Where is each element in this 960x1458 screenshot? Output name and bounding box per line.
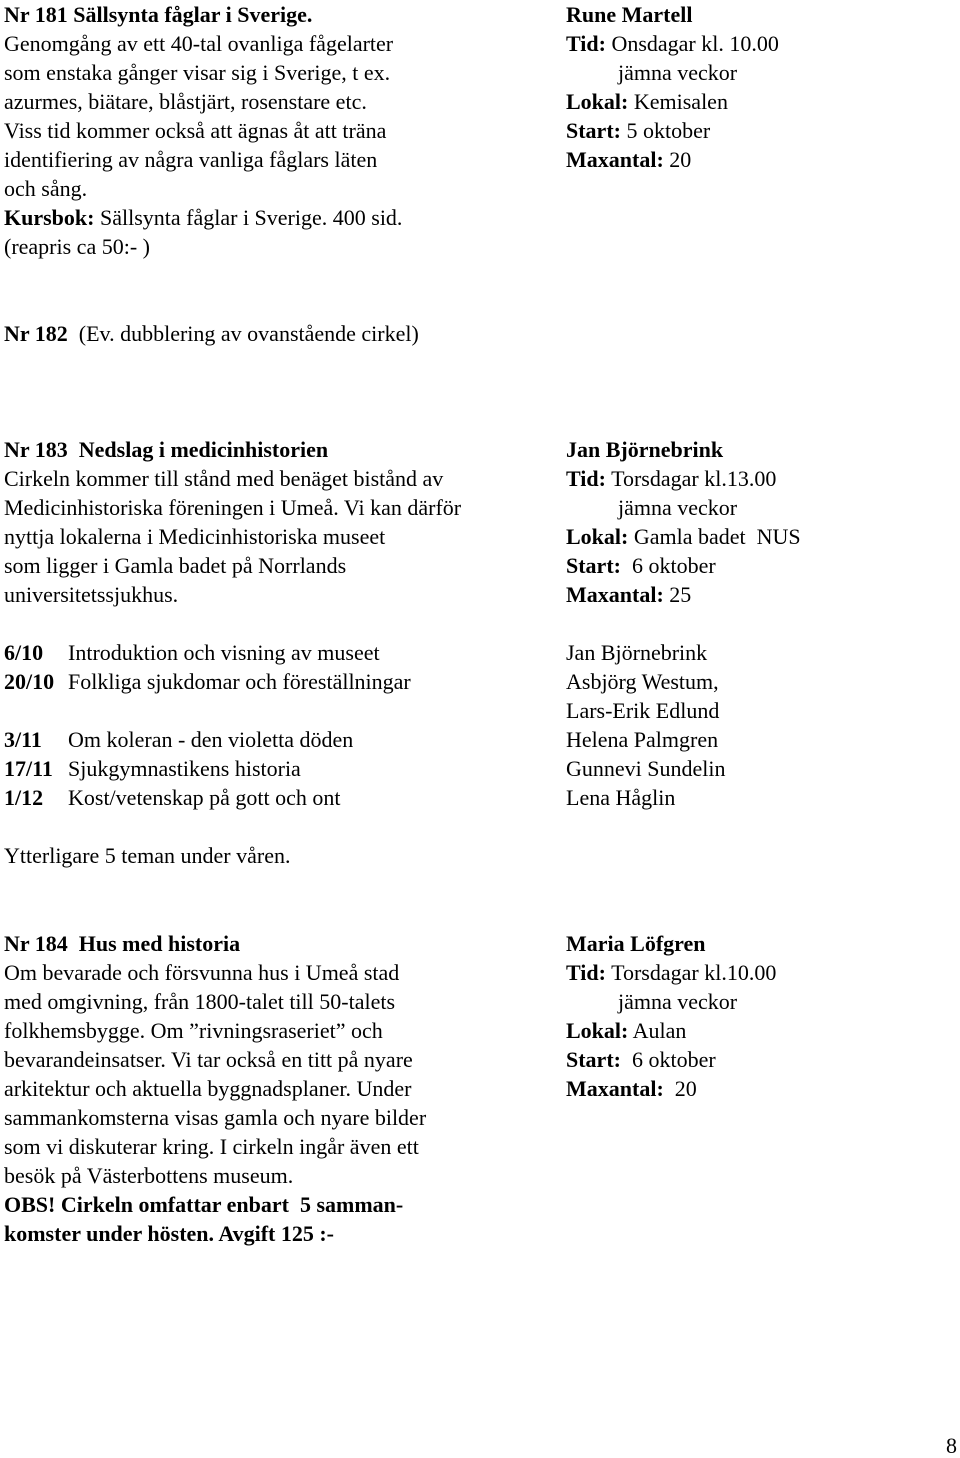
course-183-body-line: nyttja lokalerna i Medicinhistoriska museet xyxy=(4,524,386,549)
session-row xyxy=(4,783,341,812)
course-184-leader: Maria Löfgren xyxy=(566,931,706,956)
coursebook-label: Kursbok: xyxy=(4,205,95,230)
course-183-frequency: jämna veckor xyxy=(618,495,738,520)
course-184-number: Nr 184 xyxy=(4,931,68,956)
course-183-start xyxy=(566,551,716,580)
session-topic: Om koleran - den violetta döden xyxy=(68,727,354,752)
course-184-body-line: som vi diskuterar kring. I cirkeln ingår även ett xyxy=(4,1134,419,1159)
course-183-number: Nr 183 xyxy=(4,437,68,462)
course-183-location xyxy=(566,522,801,551)
course-184-body-line: med omgivning, från 1800-talet till 50-talets xyxy=(4,989,396,1014)
location-label: Lokal: xyxy=(566,1018,629,1043)
course-184-body-line: bevarandeinsatser. Vi tar också en titt på nyare xyxy=(4,1047,413,1072)
course-183-body-line: Medicinhistoriska föreningen i Umeå. Vi kan därför xyxy=(4,495,462,520)
session-topic: Kost/vetenskap på gott och ont xyxy=(68,785,341,810)
course-181-body-line: och sång. xyxy=(4,176,88,201)
max-label: Maxantal: xyxy=(566,147,664,172)
start-label: Start: xyxy=(566,553,621,578)
page-number: 8 xyxy=(946,1433,957,1458)
course-184-body-line: folkhemsbygge. Om ”rivningsraseriet” och xyxy=(4,1018,383,1043)
session-speaker: Asbjörg Westum, xyxy=(566,669,719,694)
session-topic: Sjukgymnastikens historia xyxy=(68,756,301,781)
start-label: Start: xyxy=(566,118,621,143)
location-value: Aulan xyxy=(632,1018,687,1043)
course-181-time xyxy=(566,29,779,58)
session-speaker: Lars-Erik Edlund xyxy=(566,698,720,723)
start-value: 6 oktober xyxy=(631,1047,716,1072)
time-value: Torsdagar kl.13.00 xyxy=(611,466,777,491)
location-value: Kemisalen xyxy=(633,89,728,114)
time-value: Torsdagar kl.10.00 xyxy=(611,960,777,985)
course-181-body-line: Genomgång av ett 40-tal ovanliga fågelarter xyxy=(4,31,394,56)
max-value: 20 xyxy=(674,1076,697,1101)
coursebook-value: Sällsynta fåglar i Sverige. 400 sid. xyxy=(99,205,403,230)
course-183-title xyxy=(4,435,328,464)
course-183-time xyxy=(566,464,776,493)
location-label: Lokal: xyxy=(566,89,629,114)
course-184-body-line: Om bevarade och försvunna hus i Umeå stad xyxy=(4,960,400,985)
session-topic: Folkliga sjukdomar och föreställningar xyxy=(68,669,411,694)
course-184-notice-line: komster under hösten. Avgift 125 :- xyxy=(4,1221,334,1246)
location-label: Lokal: xyxy=(566,524,629,549)
course-183-name: Nedslag i medicinhistorien xyxy=(78,437,329,462)
course-183-max xyxy=(566,580,691,609)
session-speaker: Helena Palmgren xyxy=(566,727,719,752)
course-181-body-line: som enstaka gånger visar sig i Sverige, t ex. xyxy=(4,60,391,85)
course-182-text: (Ev. dubblering av ovanstående cirkel) xyxy=(78,321,419,346)
time-value: Onsdagar kl. 10.00 xyxy=(611,31,779,56)
course-184-body-line: besök på Västerbottens museum. xyxy=(4,1163,294,1188)
course-181-leader: Rune Martell xyxy=(566,2,693,27)
course-181-start xyxy=(566,116,710,145)
course-181-body-line: azurmes, biätare, blåstjärt, rosenstare etc. xyxy=(4,89,367,114)
session-topic: Introduktion och visning av museet xyxy=(68,640,380,665)
max-value: 20 xyxy=(669,147,692,172)
course-181-price: (reapris ca 50:- ) xyxy=(4,234,150,259)
location-value: Gamla badet NUS xyxy=(633,524,801,549)
session-date: 20/10 xyxy=(4,669,55,694)
course-184-start xyxy=(566,1045,716,1074)
time-label: Tid: xyxy=(566,960,606,985)
session-row xyxy=(4,754,301,783)
course-181-coursebook xyxy=(4,203,402,232)
course-184-title xyxy=(4,929,240,958)
course-184-body-line: sammankomsterna visas gamla och nyare bilder xyxy=(4,1105,427,1130)
course-184-frequency: jämna veckor xyxy=(618,989,738,1014)
time-label: Tid: xyxy=(566,466,606,491)
start-label: Start: xyxy=(566,1047,621,1072)
course-184-location xyxy=(566,1016,686,1045)
max-value: 25 xyxy=(669,582,692,607)
course-181-body-line: identifiering av några vanliga fåglars läten xyxy=(4,147,378,172)
course-182 xyxy=(4,319,419,348)
session-row xyxy=(4,638,380,667)
session-row xyxy=(4,725,353,754)
course-184-time xyxy=(566,958,776,987)
course-184-name: Hus med historia xyxy=(78,931,241,956)
course-183-body-line: universitetssjukhus. xyxy=(4,582,179,607)
start-value: 5 oktober xyxy=(626,118,711,143)
session-speaker: Lena Håglin xyxy=(566,785,676,810)
course-181-max xyxy=(566,145,691,174)
session-date: 3/11 xyxy=(4,727,42,752)
course-183-body-line: Cirkeln kommer till stånd med benäget bistånd av xyxy=(4,466,444,491)
course-182-label: Nr 182 xyxy=(4,321,68,346)
course-181-title: Nr 181 Sällsynta fåglar i Sverige. xyxy=(4,2,313,27)
course-184-body-line: arkitektur och aktuella byggnadsplaner. Under xyxy=(4,1076,412,1101)
course-183-body-line: som ligger i Gamla badet på Norrlands xyxy=(4,553,347,578)
session-row xyxy=(4,667,411,696)
time-label: Tid: xyxy=(566,31,606,56)
session-date: 1/12 xyxy=(4,785,44,810)
course-184-max xyxy=(566,1074,697,1103)
session-speaker: Jan Björnebrink xyxy=(566,640,708,665)
max-label: Maxantal: xyxy=(566,1076,664,1101)
course-181-frequency: jämna veckor xyxy=(618,60,738,85)
course-183-note: Ytterligare 5 teman under våren. xyxy=(4,843,291,868)
session-date: 17/11 xyxy=(4,756,53,781)
course-184-notice-line: OBS! Cirkeln omfattar enbart 5 samman- xyxy=(4,1192,404,1217)
course-181-body-line: Viss tid kommer också att ägnas åt att träna xyxy=(4,118,387,143)
course-181-location xyxy=(566,87,728,116)
session-speaker: Gunnevi Sundelin xyxy=(566,756,726,781)
start-value: 6 oktober xyxy=(631,553,716,578)
max-label: Maxantal: xyxy=(566,582,664,607)
session-date: 6/10 xyxy=(4,640,44,665)
course-183-leader: Jan Björnebrink xyxy=(566,437,724,462)
